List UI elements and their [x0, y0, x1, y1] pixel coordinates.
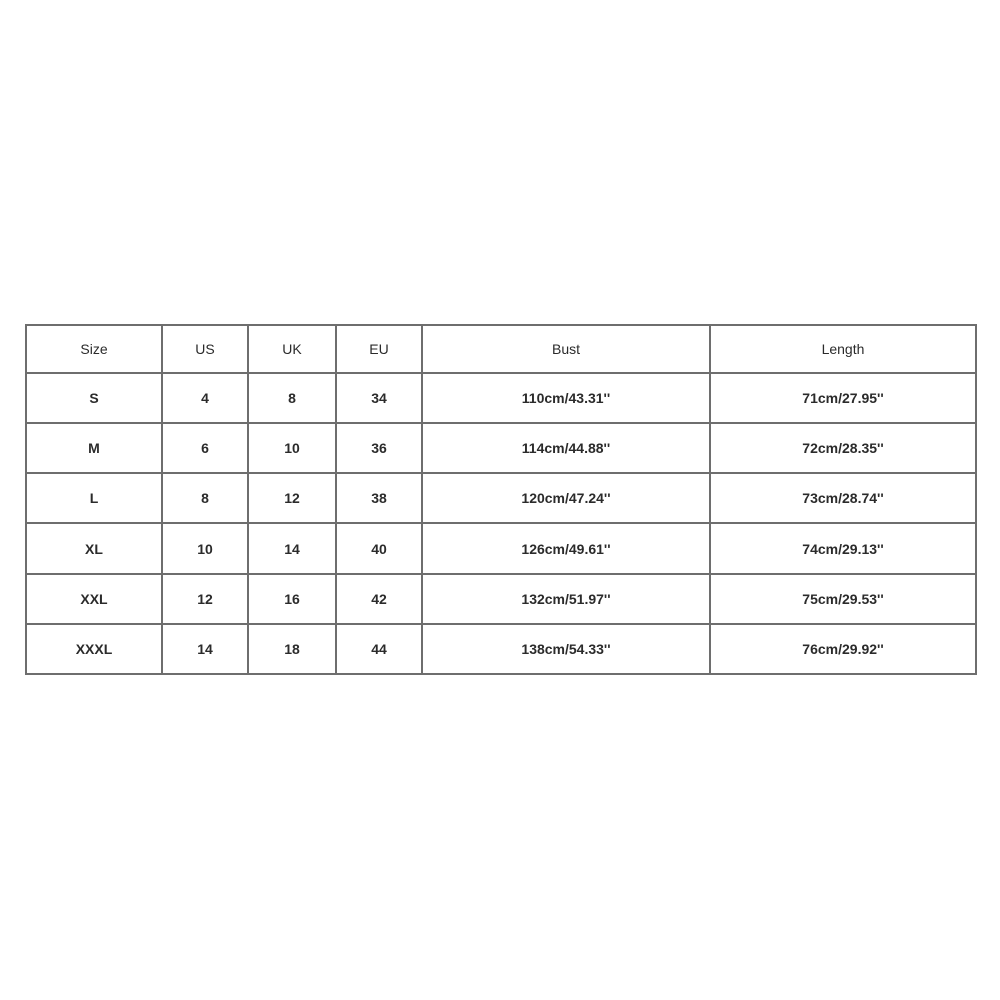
table-row: [26, 574, 976, 624]
table-row: [26, 423, 976, 473]
cell-bust: 138cm/54.33'': [422, 624, 710, 674]
cell-bust: 132cm/51.97'': [422, 574, 710, 624]
cell-uk: 12: [248, 473, 336, 523]
cell-size: XXL: [26, 574, 162, 624]
cell-uk: 8: [248, 373, 336, 423]
cell-eu: 34: [336, 373, 422, 423]
cell-length: 71cm/27.95'': [710, 373, 976, 423]
cell-length: 73cm/28.74'': [710, 473, 976, 523]
cell-length: 74cm/29.13'': [710, 523, 976, 573]
table-header-row: [26, 325, 976, 373]
cell-length: 75cm/29.53'': [710, 574, 976, 624]
cell-size: XXXL: [26, 624, 162, 674]
cell-size: XL: [26, 523, 162, 573]
cell-us: 4: [162, 373, 248, 423]
header-eu: EU: [336, 325, 422, 373]
cell-uk: 14: [248, 523, 336, 573]
cell-length: 76cm/29.92'': [710, 624, 976, 674]
cell-eu: 42: [336, 574, 422, 624]
cell-size: M: [26, 423, 162, 473]
cell-bust: 114cm/44.88'': [422, 423, 710, 473]
cell-us: 8: [162, 473, 248, 523]
cell-size: L: [26, 473, 162, 523]
table-row: [26, 624, 976, 674]
cell-us: 14: [162, 624, 248, 674]
size-chart-table: [25, 324, 977, 675]
table-row: [26, 523, 976, 573]
cell-us: 6: [162, 423, 248, 473]
header-us: US: [162, 325, 248, 373]
cell-length: 72cm/28.35'': [710, 423, 976, 473]
cell-size: S: [26, 373, 162, 423]
cell-eu: 36: [336, 423, 422, 473]
cell-uk: 16: [248, 574, 336, 624]
cell-us: 12: [162, 574, 248, 624]
cell-bust: 110cm/43.31'': [422, 373, 710, 423]
table-row: [26, 373, 976, 423]
cell-bust: 126cm/49.61'': [422, 523, 710, 573]
header-bust: Bust: [422, 325, 710, 373]
cell-uk: 18: [248, 624, 336, 674]
cell-uk: 10: [248, 423, 336, 473]
cell-eu: 44: [336, 624, 422, 674]
cell-bust: 120cm/47.24'': [422, 473, 710, 523]
cell-eu: 38: [336, 473, 422, 523]
header-uk: UK: [248, 325, 336, 373]
table-row: [26, 473, 976, 523]
cell-us: 10: [162, 523, 248, 573]
header-length: Length: [710, 325, 976, 373]
header-size: Size: [26, 325, 162, 373]
cell-eu: 40: [336, 523, 422, 573]
